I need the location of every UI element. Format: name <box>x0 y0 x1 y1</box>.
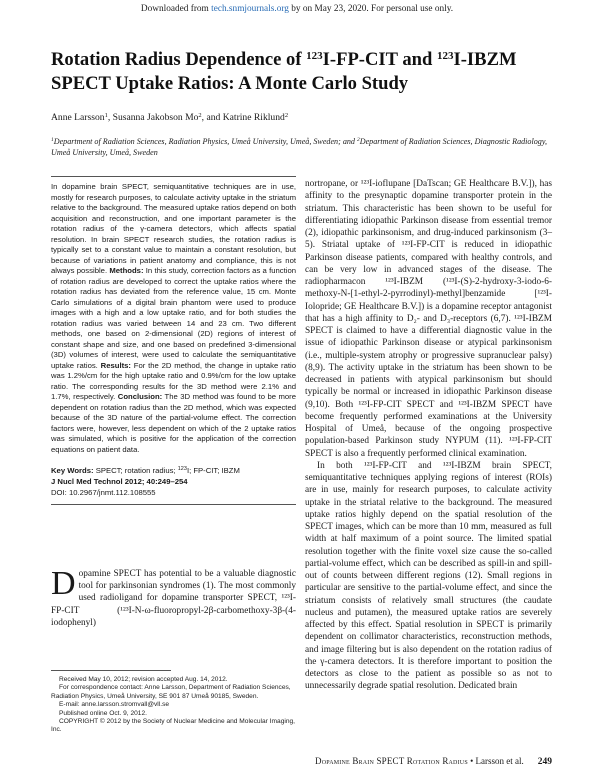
conclusion-label: Conclusion: <box>117 392 163 401</box>
results-label: Results: <box>100 360 131 370</box>
page-number: 249 <box>537 757 552 767</box>
footnote-received: Received May 10, 2012; revision accepted Aug. 14, 2012. <box>59 676 228 683</box>
title-part: Rotation Radius Dependence of <box>51 49 307 70</box>
affiliations <box>51 136 551 158</box>
author-affil-sup: 2 <box>198 112 202 119</box>
affil-text: Department of Radiation Sciences, Diagnostic Radiology, Umeå University, Umeå, Sweden <box>51 137 547 157</box>
abstract-methods: In this study, correction factors as a function of rotation radius are developed to correct the uptake ratios where the rotation radius has deviated from the reference value, 15 cm. Monte Carlo simulations of a digital brain phantom were used to produce images with a high and a low uptake ratio, and for both studies the rotation radius was varied between 14 and 23 cm. Two different methods, one based on 2-dimensional (2D) regions of interest of constant shape and size, and one based on predefined 3-dimensional (3D) volumes of interest, were used to calculate the semiquantitative uptake ratios. <box>51 266 296 370</box>
download-prefix: Downloaded from <box>140 4 212 14</box>
author-name: Anne Larsson <box>51 112 105 123</box>
author-name: , Susanna Jakobson Mo <box>107 112 199 123</box>
abstract <box>51 182 296 455</box>
title-isotope-sup: 123 <box>306 50 323 62</box>
abstract-intro: In dopamine brain SPECT, semiquantitative techniques are in use, mostly for research purposes, to calculate activity uptake in the striatum relative to the background. The measured uptake ratios depend on both acquisition and reconstruction, and one important parameter is the rotation radius of the γ-camera detectors, which affects spatial resolution. In brain SPECT research studies, the rotation radius is typically set to a constant value to maintain a constant resolution, but because of variations in patient anatomy and compliance, this is not always possible. <box>51 182 296 275</box>
author-affil-sup: 1 <box>104 112 108 119</box>
abstract-top-rule <box>51 176 296 177</box>
keywords-sup: 123 <box>177 466 187 472</box>
footnote-correspondence: For correspondence contact: Anne Larsson, Department of Radiation Sciences, Radiation Physics, Umeå University, SE 901 87 Umeå 90185, Sweden. <box>51 684 291 700</box>
running-author: • Larsson et al. <box>467 756 524 766</box>
abstract-results: For the 2D method, the change in uptake ratio was 1.2%/cm for the high uptake ratio and 0.9%/cm for the low uptake ratio. The corresponding results for the 3D method were 2.1% and 1.7%, respectively. <box>51 360 296 401</box>
footnote-published: Published online Oct. 9, 2012. <box>59 709 147 717</box>
journal-link[interactable]: tech.snmjournals.org <box>211 4 289 14</box>
footnote-email: E-mail: anne.larsson.stromvall@vll.se <box>59 701 170 709</box>
citation <box>51 477 296 498</box>
keywords <box>51 466 296 477</box>
title-part: I-IBZM SPECT Uptake Ratios: A Monte Carlo Study <box>51 49 517 94</box>
affil-sup: 2 <box>356 137 360 143</box>
running-title: Dopamine Brain SPECT Rotation Radius <box>315 756 468 766</box>
page-footer <box>315 756 552 767</box>
keywords-text: I; FP-CIT; IBZM <box>186 466 240 475</box>
body-paragraph: In both ¹²³I-FP-CIT and ¹²³I-IBZM brain SPECT, semiquantitative techniques applying regions of interest (ROIs) are in use, mainly for research purposes, to calculate activity uptake in the striatal relative to the background. The measured uptake ratios highly depend on the spatial resolution of the SPECT images, which can be more than 10 mm, measured as full width at half maximum of a point source. The limited spatial resolution together with the finite voxel size cause the so-called partial-volume effect, which can be described as spill-in and spill-out of counts between different regions (12). Small regions in particular are sensitive to the partial-volume effect, and since the striatum consists of relatively small structures (the caudate nucleus and putamen), the measured uptake ratios are severely affected by this effect. Spatial resolution in SPECT is primarily dependent on collimator characteristics, reconstruction methods, and image filtering but is also dependent on the rotation radius of the γ-camera detectors. It is therefore important to position the detectors as close to the patient as possible so as not to unnecessarily degrade spatial resolution. Dedicated brain <box>305 460 552 692</box>
abstract-conclusion: The 3D method was found to be more dependent on rotation radius than the 2D method, which was expected because of the 3D nature of the partial-volume effect. The correction factors were, however, less dependent on which of the 2 uptake ratios was simulated, which is positive for the application of the correction equations on patient data. <box>51 392 296 454</box>
footnotes <box>51 676 296 735</box>
journal-citation: J Nucl Med Technol 2012; 40:249–254 <box>51 477 188 486</box>
author-affil-sup: 2 <box>284 112 289 119</box>
footnote-rule <box>51 670 171 671</box>
body-paragraph: nortropane, or ¹²³I-ioflupane [DaTscan; GE Healthcare B.V.]), has affinity to the presynaptic dopamine transporter protein in the striatum. This characteristic has been shown to be useful for differentiating idiopathic Parkinson disease from essential tremor (2), idiopathic parkinsonism, and drug-induced parkinsonism (3–5). Striatal uptake of ¹²³I-FP-CIT is reduced in idiopathic Parkinson disease patients, compared with healthy controls, and can be very low in advanced stages of the disease. The radiopharmacon ¹²³I-IBZM (¹²³I-(S)-2-hydroxy-3-iodo-6-methoxy-N-[1-ethyl-2-pyrrodinyl)-methyl]benzamide [¹²³I-Iolopride; GE Healthcare B.V.]) is a dopamine receptor antagonist that has a high affinity to D₂- and D₃-receptors (6,7). ¹²³I-IBZM SPECT is claimed to have a differential diagnostic value in the issue of idiopathic Parkinson disease or atypical parkinsonism (i.e., multiple-system atrophy or progressive supranuclear palsy) (8,9). The activity uptake in the striatum has been shown to be decreased in patients with atypical parkinsonism but should typically be normal or increased in idiopathic Parkinson disease (9,10). Both ¹²³I-FP-CIT SPECT and ¹²³I-IBZM SPECT have become frequently performed examinations at the University Hospital of Umeå, because of the ongoing prospective population-based Parkinson study NYPUM (11). ¹²³I-FP-CIT SPECT is also a frequently performed clinical examination. <box>305 179 552 459</box>
abstract-bottom-rule <box>51 504 296 505</box>
methods-label: Methods: <box>109 266 144 275</box>
drop-cap: D <box>51 565 76 602</box>
doi: DOI: 10.2967/jnmt.112.108555 <box>51 487 156 497</box>
download-suffix: by on May 23, 2020. For personal use only. <box>288 4 454 14</box>
title-part: I-FP-CIT and <box>322 49 437 70</box>
keywords-label: Key Words: <box>51 466 94 475</box>
affil-sup: 1 <box>51 137 54 143</box>
article-title <box>51 48 551 96</box>
title-isotope-sup: 123 <box>437 50 454 62</box>
footnote-copyright: COPYRIGHT © 2012 by the Society of Nuclear Medicine and Molecular Imaging, Inc. <box>51 718 295 734</box>
keywords-text: SPECT; rotation radius; <box>93 466 178 475</box>
download-banner <box>0 4 594 14</box>
intro-text: opamine SPECT has potential to be a valuable diagnostic tool for parkinsonian syndromes (1). The most commonly used radioligand for dopamine transporter SPECT, ¹²³I-FP-CIT (¹²³I-N-ω-fluoropropyl-2β-carbomethoxy-3β-(4-iodophenyl) <box>51 569 296 628</box>
author-name: , and Katrine Riklund <box>201 112 285 123</box>
body-right-column <box>305 178 552 693</box>
author-list <box>51 112 551 123</box>
intro-paragraph <box>51 565 296 629</box>
affil-text: Department of Radiation Sciences, Radiation Physics, Umeå University, Umeå, Sweden; and <box>53 137 357 146</box>
